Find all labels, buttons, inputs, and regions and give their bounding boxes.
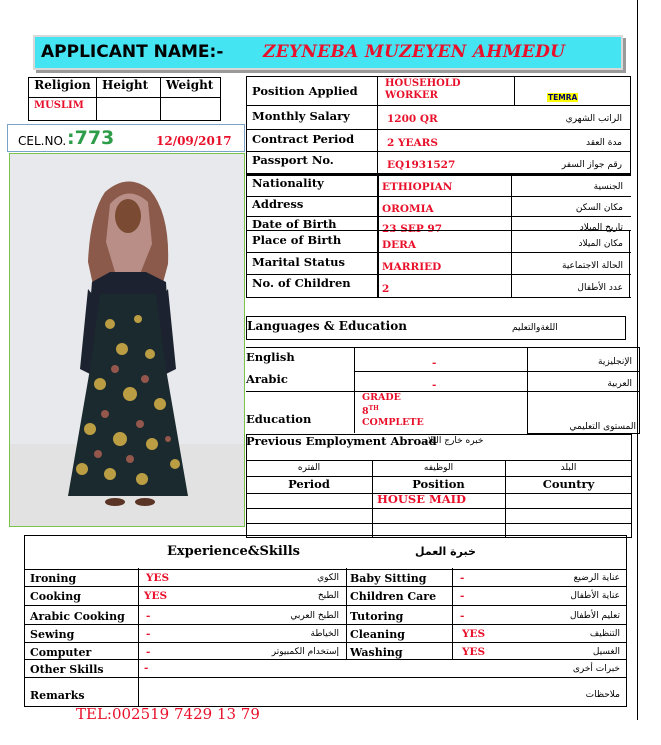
nationality-label: Nationality <box>252 176 324 190</box>
nationality-ar: الجنسية <box>593 182 623 192</box>
skill-sewing-value: - <box>146 628 151 640</box>
col-position: Position <box>412 477 465 491</box>
contract-ar: مدة العقد <box>586 138 622 148</box>
skills-title-ar: خبرة العمل <box>415 545 476 558</box>
pob-ar: مكان الميلاد <box>578 239 623 249</box>
position-label: Position Applied <box>247 77 378 105</box>
skill-arabic-cooking-ar: الطبخ العربي <box>290 611 339 621</box>
education-value-1: GRADE <box>362 392 401 403</box>
temra-tag: TEMRA <box>548 93 578 102</box>
skill-ironing-ar: الكوي <box>317 573 339 583</box>
english-ar: الإنجليزية <box>598 357 632 367</box>
col-country: Country <box>542 477 595 491</box>
languages-title: Languages & Education <box>247 319 407 333</box>
skill-arabic-cooking-label: Arabic Cooking <box>30 610 125 623</box>
passport-ar: رقم جواز السفر <box>561 160 622 170</box>
arabic-label: Arabic <box>246 372 288 386</box>
religion-label: Religion <box>29 78 97 98</box>
skill-computer-label: Computer <box>30 646 92 659</box>
education-value <box>362 392 424 428</box>
footer-tel: TEL:002519 7429 13 79 <box>76 705 260 723</box>
employment-table <box>246 434 632 539</box>
dob-label: Date of Birth <box>252 217 337 231</box>
skill-computer-ar: إستخدام الكمبيوتر <box>271 647 339 657</box>
education-ar: المستوى التعليمي <box>569 422 636 432</box>
skill-childrencare-value: - <box>460 590 465 602</box>
skill-sewing-ar: الخياطة <box>310 629 339 639</box>
education-value-2: 8TH <box>362 405 379 418</box>
applicant-name-label: APPLICANT NAME:- <box>41 42 224 62</box>
skill-washing-label: Washing <box>350 646 403 659</box>
languages-title-box <box>246 316 626 340</box>
arabic-value: - <box>432 379 437 391</box>
dob-value: 23 SEP 97 <box>382 223 443 235</box>
skill-arabic-cooking-value: - <box>146 610 151 622</box>
remarks-ar: ملاحظات <box>585 690 620 700</box>
languages-table <box>246 347 640 434</box>
skill-cleaning-value: YES <box>462 628 486 640</box>
religion-value: MUSLIM <box>29 98 97 120</box>
skill-babysitting-label: Baby Sitting <box>350 572 427 585</box>
info-row-salary <box>246 106 631 130</box>
col-period: Period <box>288 477 330 491</box>
children-ar: عدد الأطفال <box>577 283 623 293</box>
skill-cleaning-label: Cleaning <box>350 628 405 641</box>
skill-washing-ar: الغسيل <box>592 647 620 657</box>
page-edge <box>637 0 638 720</box>
skill-babysitting-value: - <box>460 572 465 584</box>
cel-label: CEL.NO. <box>18 134 67 148</box>
info-rows-3 <box>246 230 631 300</box>
pob-label: Place of Birth <box>252 233 342 247</box>
col-period-ar: الفتره <box>297 463 321 473</box>
passport-label: Passport No. <box>247 152 378 173</box>
address-value: OROMIA <box>382 203 434 215</box>
skill-tutoring-ar: تعليم الأطفال <box>569 611 620 621</box>
marital-ar: الحالة الاجتماعية <box>562 261 623 271</box>
salary-value: 1200 QR <box>387 113 438 125</box>
info-row-passport <box>246 152 631 174</box>
other-skills-ar: خبرات أخرى <box>572 664 620 674</box>
col-country-ar: البلد <box>560 463 577 473</box>
skill-sewing-label: Sewing <box>30 628 75 641</box>
languages-title-ar: اللغةوالتعليم <box>512 323 558 333</box>
english-label: English <box>246 350 295 364</box>
height-value <box>97 98 161 120</box>
nationality-value: ETHIOPIAN <box>382 181 453 193</box>
dob-ar: تاريخ الميلاد <box>579 223 623 233</box>
skill-cooking-ar: الطبخ <box>317 591 339 601</box>
photo-figure-icon <box>10 154 245 527</box>
skills-rows <box>24 568 627 708</box>
contract-label: Contract Period <box>247 130 378 151</box>
remarks-label: Remarks <box>30 689 85 702</box>
salary-ar: الراتب الشهري <box>565 114 622 124</box>
english-value: - <box>432 357 437 369</box>
col-position-ar: الوظيفه <box>423 463 454 473</box>
children-label: No. of Children <box>252 276 351 290</box>
height-label: Height <box>97 78 161 98</box>
marital-label: Marital Status <box>252 255 345 269</box>
contract-value: 2 YEARS <box>387 137 438 149</box>
education-value-sup: TH <box>368 405 379 412</box>
children-value: 2 <box>382 283 390 295</box>
info-row-children <box>246 274 631 298</box>
info-row-marital <box>246 252 631 274</box>
marital-value: MARRIED <box>382 261 442 273</box>
applicant-photo <box>9 153 245 527</box>
passport-value: EQ1931527 <box>387 159 456 171</box>
skill-tutoring-label: Tutoring <box>350 610 404 623</box>
skill-cooking-value: YES <box>144 590 168 602</box>
education-value-3: COMPLETE <box>362 417 424 429</box>
other-skills-label: Other Skills <box>30 663 104 676</box>
skill-tutoring-value: - <box>460 610 465 622</box>
other-skills-value: - <box>144 662 149 674</box>
cel-date-box <box>7 124 245 152</box>
pob-value: DERA <box>382 239 416 251</box>
skill-cooking-label: Cooking <box>30 590 81 603</box>
info-row-position <box>246 76 631 106</box>
employment-title: Previous Employment Abroad <box>246 434 437 448</box>
info-row-contract <box>246 130 631 152</box>
skills-title: Experience&Skills <box>167 544 300 559</box>
religion-table <box>28 77 221 121</box>
skill-washing-value: YES <box>462 646 486 658</box>
date-value: 12/09/2017 <box>156 134 232 148</box>
address-label: Address <box>252 197 304 211</box>
skill-computer-value: - <box>146 646 151 658</box>
info-row-pob <box>246 230 631 252</box>
applicant-name-value: ZEYNEBA MUZEYEN AHMEDU <box>263 42 566 62</box>
salary-label: Monthly Salary <box>247 106 378 129</box>
skill-ironing-value: YES <box>146 572 170 584</box>
arabic-ar: العربية <box>607 379 632 389</box>
skill-childrencare-label: Children Care <box>350 590 437 603</box>
education-label: Education <box>246 412 312 426</box>
weight-label: Weight <box>161 78 220 98</box>
employment-title-ar: خبره خارج البلاد <box>424 436 484 446</box>
address-ar: مكان السكن <box>575 203 623 213</box>
skill-cleaning-ar: التنظيف <box>589 629 620 639</box>
position-value: HOUSEHOLD WORKER <box>378 77 515 105</box>
header-banner <box>33 35 623 70</box>
info-row-nationality <box>246 176 631 196</box>
info-row-address <box>246 196 631 216</box>
cel-value: :773 <box>67 127 115 149</box>
skill-babysitting-ar: عناية الرضيع <box>573 573 620 583</box>
employment-position-value: HOUSE MAID <box>377 492 466 506</box>
skill-childrencare-ar: عناية الأطفال <box>570 591 620 601</box>
skill-ironing-label: Ironing <box>30 572 77 585</box>
